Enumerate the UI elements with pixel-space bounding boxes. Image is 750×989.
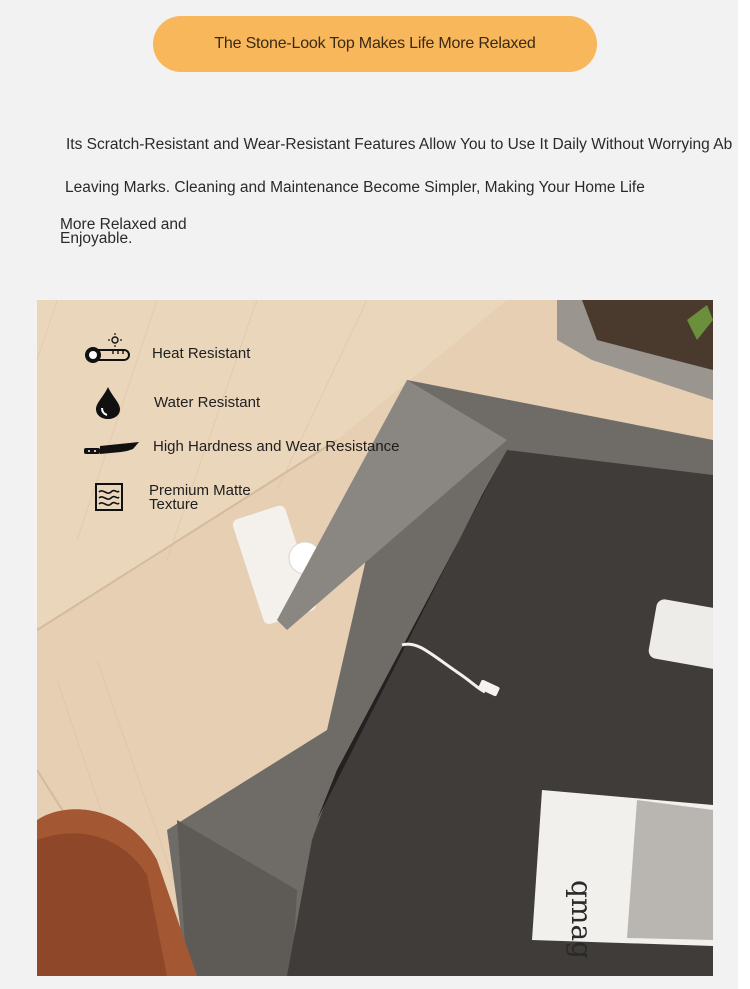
nightstand-scene	[37, 300, 713, 976]
matte-texture-icon	[95, 483, 123, 511]
banner-pill	[153, 16, 597, 72]
banner-title: The Stone-Look Top Makes Life More Relaxed	[214, 35, 536, 52]
thermometer-sun-icon	[83, 332, 133, 368]
feature-label-hardness: High Hardness and Wear Resistance	[153, 438, 400, 455]
magazine-title: qmag	[565, 880, 598, 960]
description-line-3: More Relaxed and Enjoyable.	[60, 216, 187, 247]
right-edge-strip	[738, 0, 750, 989]
product-photo	[37, 300, 713, 976]
water-drop-icon	[94, 386, 122, 420]
description-line-2: Leaving Marks. Cleaning and Maintenance Become Simpler, Making Your Home Life	[65, 179, 645, 196]
feature-label-water: Water Resistant	[154, 394, 261, 411]
feature-label-heat: Heat Resistant	[152, 345, 251, 362]
description-line-1: Its Scratch-Resistant and Wear-Resistant Features Allow You to Use It Daily Without Worrying Ab	[66, 136, 733, 153]
feature-label-matte: Premium Matte Texture	[149, 482, 251, 513]
knife-icon	[83, 440, 141, 460]
